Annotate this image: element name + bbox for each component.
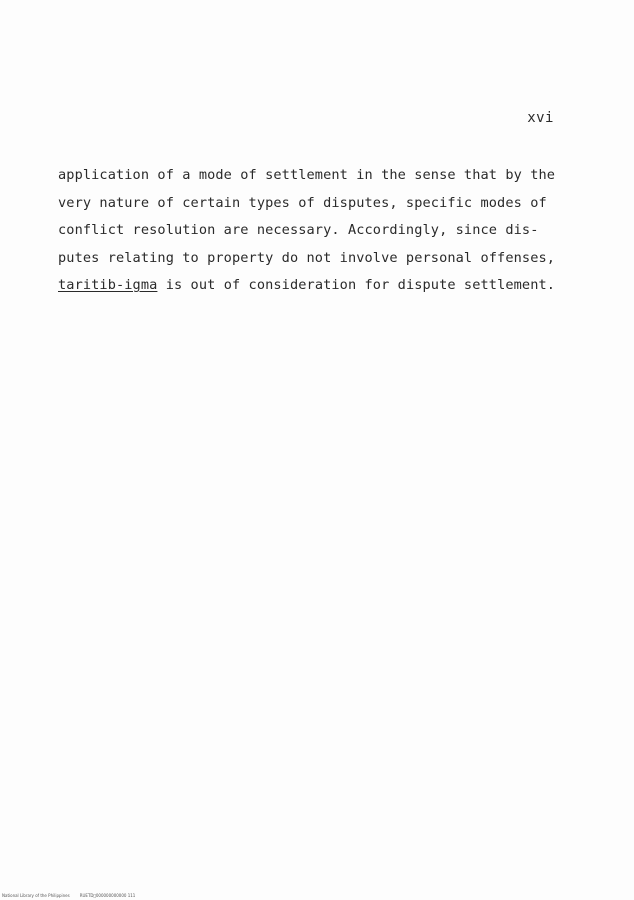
footer-code: RUETD 000000000000 111 (79, 893, 136, 898)
body-paragraph (58, 162, 558, 300)
paragraph-line-1: application of a mode of settlement in the sense that by the (58, 167, 556, 183)
paragraph-line-2: very nature of certain types of disputes, specific modes of (58, 194, 547, 211)
underlined-term: taritib-igma (58, 277, 158, 293)
paragraph-line-5-rest: is out of consideration for dispute settlement. (157, 277, 556, 293)
page-number: xvi (527, 110, 554, 126)
scan-footer (2, 893, 135, 898)
footer-source: National Library of the Philippines (2, 893, 70, 898)
paragraph-line-3: conflict resolution are necessary. Accordingly, since dis- (58, 222, 539, 238)
paragraph-line-4: putes relating to property do not involve personal offenses, (58, 249, 556, 266)
paragraph-line-5 (58, 272, 558, 300)
